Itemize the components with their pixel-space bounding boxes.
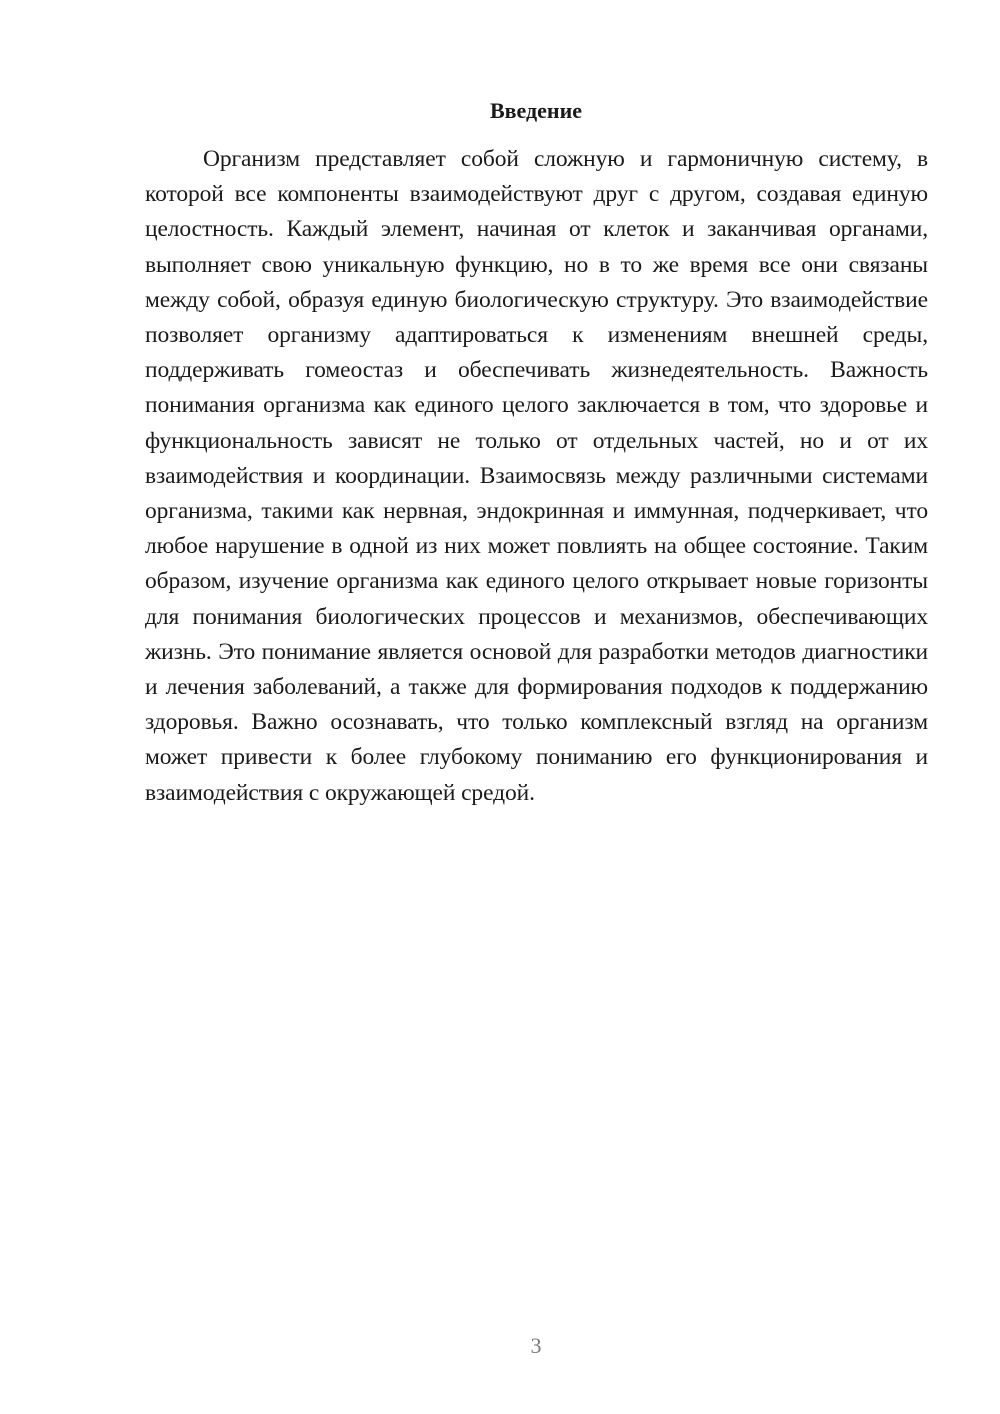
section-heading: Введение	[489, 98, 583, 123]
page-number: 3	[530, 1333, 542, 1358]
body-paragraph: Организм представляет собой сложную и гармоничную систему, в которой все компоненты взаимодействуют друг с другом, создавая единую целостность. Каждый элемент, начиная от клеток и заканчивая органами, выполняет свою уникальную функцию, но в то же время все они связаны между собой, образуя единую биологическую структуру. Это взаимодействие позволяет организму адаптироваться к изменениям внешней среды, поддерживать гомеостаз и обеспечивать жизнедеятельность. Важность понимания организма как единого целого заключается в том, что здоровье и функциональность зависят не только от отдельных частей, но и от их взаимодействия и координации. Взаимосвязь между различными системами организма, такими как нервная, эндокринная и иммунная, подчеркивает, что любое нарушение в одной из них может повлиять на общее состояние. Таким образом, изучение организма как единого целого открывает новые горизонты для понимания биологических процессов и механизмов, обеспечивающих жизнь. Это понимание является основой для разработки методов диагностики и лечения заболеваний, а также для формирования подходов к поддержанию здоровья. Важно осознавать, что только комплексный взгляд на организм может привести к более глубокому пониманию его функционирования и взаимодействия с окружающей средой.	[145, 146, 928, 806]
